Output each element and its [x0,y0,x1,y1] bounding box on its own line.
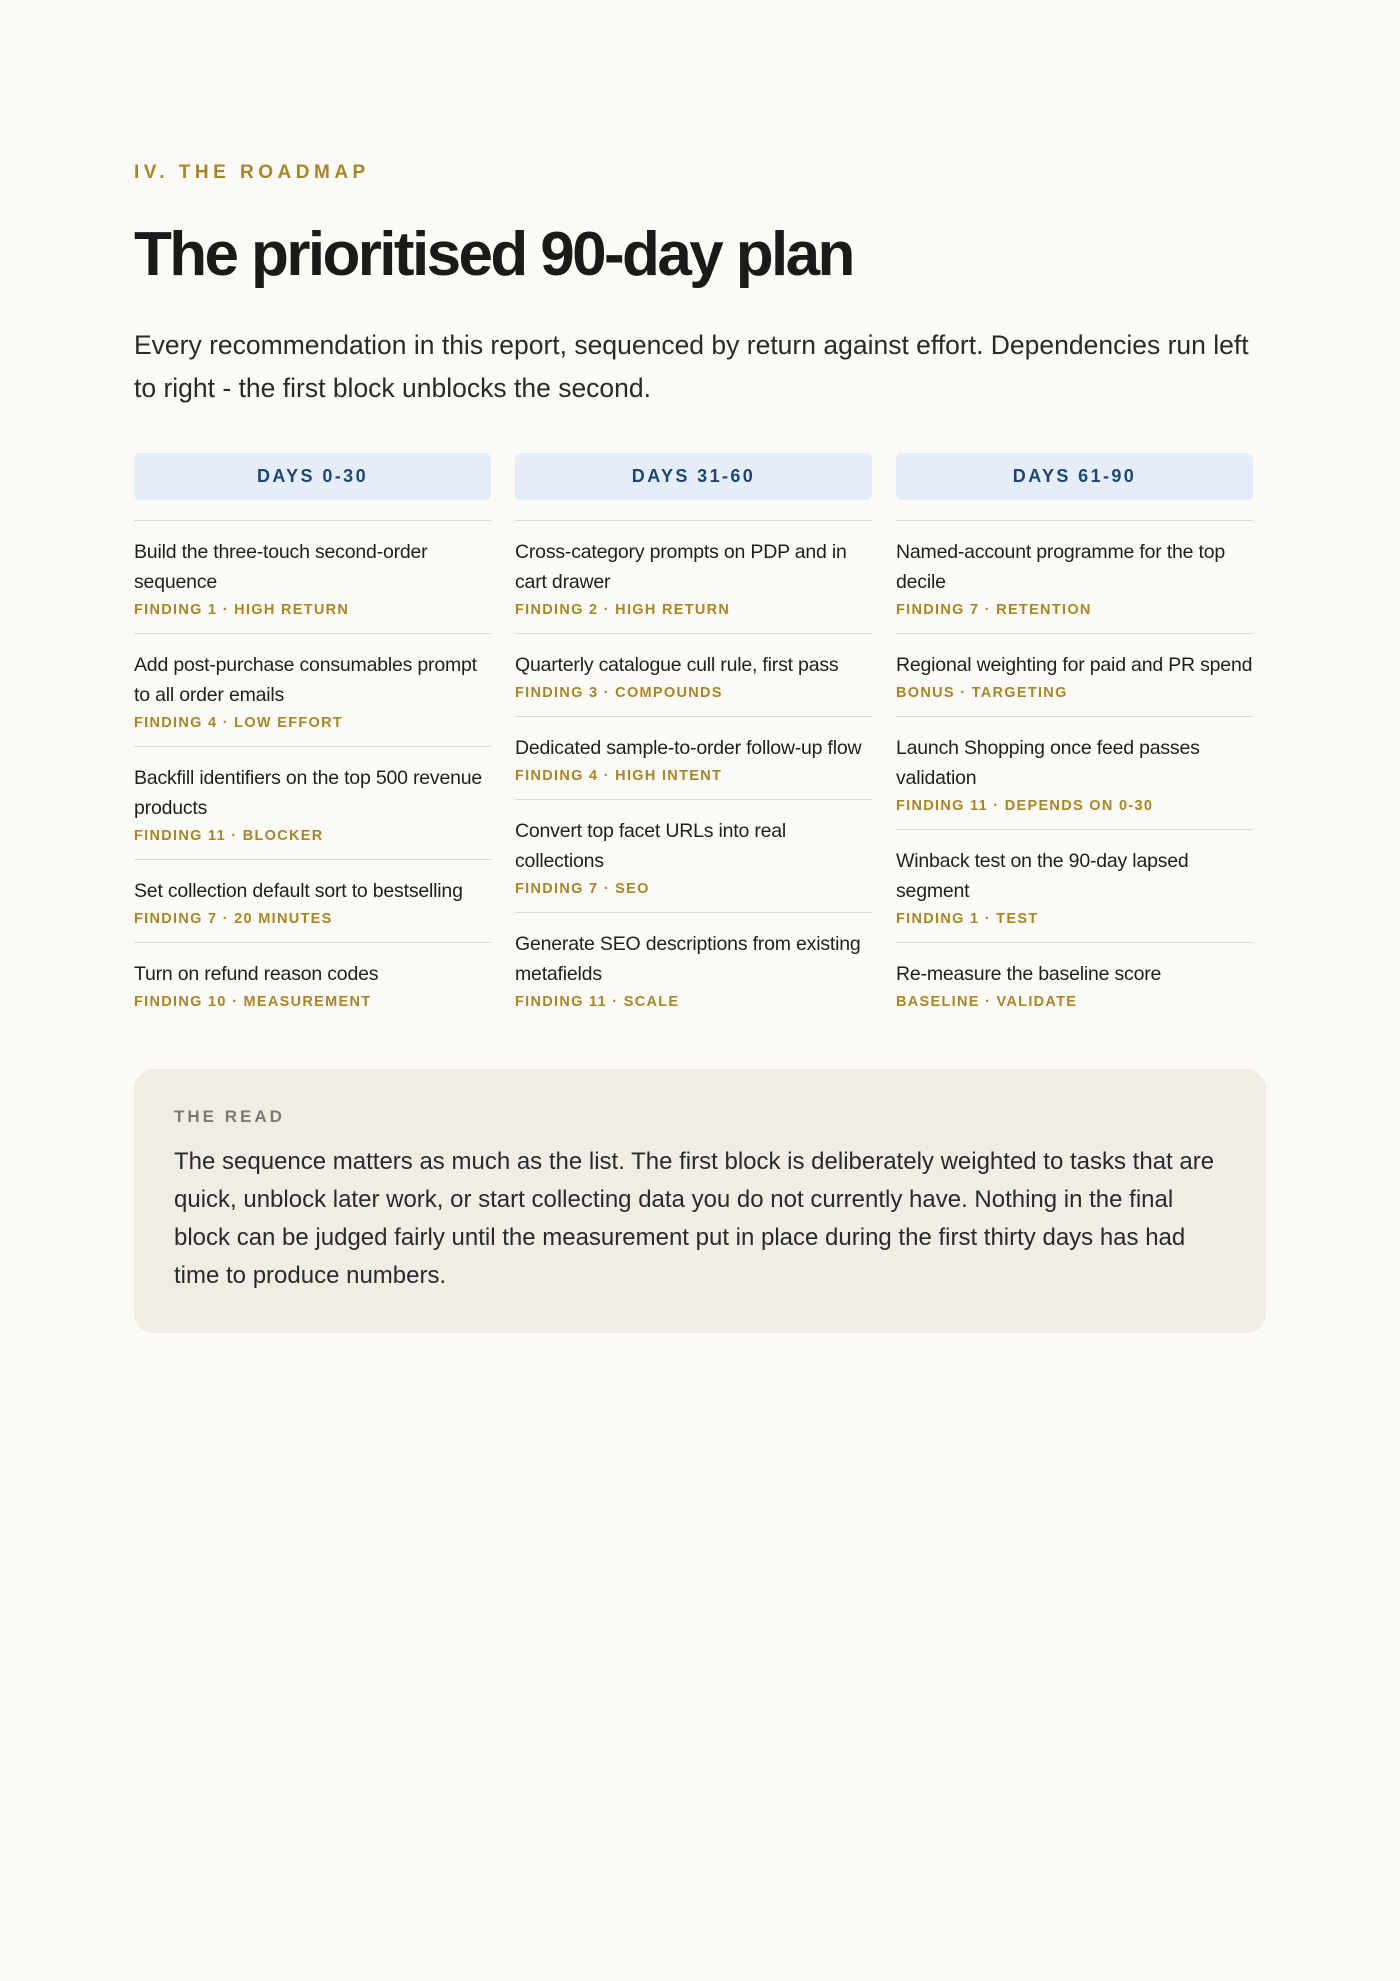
item-title: Re-measure the baseline score [896,963,1162,985]
item-tag: FINDING 4 · LOW EFFORT [134,715,344,731]
roadmap-item [896,521,1253,634]
item-title: Add post-purchase consumables prompt to all order emails [134,654,477,706]
roadmap-column-days-0-30 [134,453,491,1025]
roadmap-column-days-31-60 [515,453,872,1025]
the-read-callout [134,1069,1266,1333]
roadmap-item [896,830,1253,943]
roadmap-item [515,521,872,634]
column-items [134,520,491,1025]
column-heading: DAYS 0-30 [134,453,491,500]
item-title: Backfill identifiers on the top 500 revenue products [134,767,483,819]
section-intro: Every recommendation in this report, sequenced by return against effort. Dependencies run left to right - the first block unblocks the second. [134,330,1249,403]
roadmap-item [134,521,491,634]
item-title: Build the three-touch second-order sequence [134,541,428,593]
item-tag: FINDING 11 · BLOCKER [134,828,324,844]
item-title: Generate SEO descriptions from existing metafields [515,933,861,985]
column-heading: DAYS 61-90 [896,453,1253,500]
item-title: Quarterly catalogue cull rule, first pass [515,654,839,676]
item-tag: FINDING 7 · 20 MINUTES [134,911,333,927]
roadmap-item [896,943,1253,1025]
roadmap-item [134,860,491,943]
roadmap-item [134,943,491,1025]
item-title: Launch Shopping once feed passes validation [896,737,1200,789]
item-tag: FINDING 1 · TEST [896,911,1039,927]
roadmap-columns [134,453,1266,1025]
item-tag: FINDING 3 · COMPOUNDS [515,685,723,701]
roadmap-item [515,913,872,1025]
roadmap-item [896,717,1253,830]
item-tag: FINDING 1 · HIGH RETURN [134,602,350,618]
callout-body: The sequence matters as much as the list. The first block is deliberately weighted to tasks that are quick, unblock later work, or start collecting data you do not currently have. Nothing in the final block can be judged fairly until the measurement put in place during the first thirty days has had time to produce numbers. [174,1148,1215,1289]
item-title: Named-account programme for the top decile [896,541,1225,593]
item-title: Winback test on the 90-day lapsed segment [896,850,1189,902]
item-title: Cross-category prompts on PDP and in cart drawer [515,541,847,593]
item-tag: BASELINE · VALIDATE [896,994,1078,1010]
roadmap-item [134,634,491,747]
roadmap-item [515,634,872,717]
item-tag: FINDING 11 · DEPENDS ON 0-30 [896,798,1154,814]
item-tag: FINDING 10 · MEASUREMENT [134,994,372,1010]
item-tag: FINDING 11 · SCALE [515,994,680,1010]
item-title: Convert top facet URLs into real collections [515,820,787,872]
page-title: The prioritised 90-day plan [134,220,853,289]
roadmap-item [515,717,872,800]
item-tag: BONUS · TARGETING [896,685,1068,701]
item-title: Turn on refund reason codes [134,963,379,985]
column-heading: DAYS 31-60 [515,453,872,500]
column-items [896,520,1253,1025]
item-title: Regional weighting for paid and PR spend [896,654,1253,676]
item-tag: FINDING 7 · SEO [515,881,650,897]
item-title: Dedicated sample-to-order follow-up flow [515,737,862,759]
callout-label: THE READ [174,1107,285,1126]
item-tag: FINDING 4 · HIGH INTENT [515,768,723,784]
roadmap-item [515,800,872,913]
item-title: Set collection default sort to bestselling [134,880,463,902]
section-eyebrow: IV. THE ROADMAP [134,162,370,183]
roadmap-column-days-61-90 [896,453,1253,1025]
item-tag: FINDING 7 · RETENTION [896,602,1092,618]
roadmap-item [896,634,1253,717]
roadmap-item [134,747,491,860]
column-items [515,520,872,1025]
item-tag: FINDING 2 · HIGH RETURN [515,602,731,618]
